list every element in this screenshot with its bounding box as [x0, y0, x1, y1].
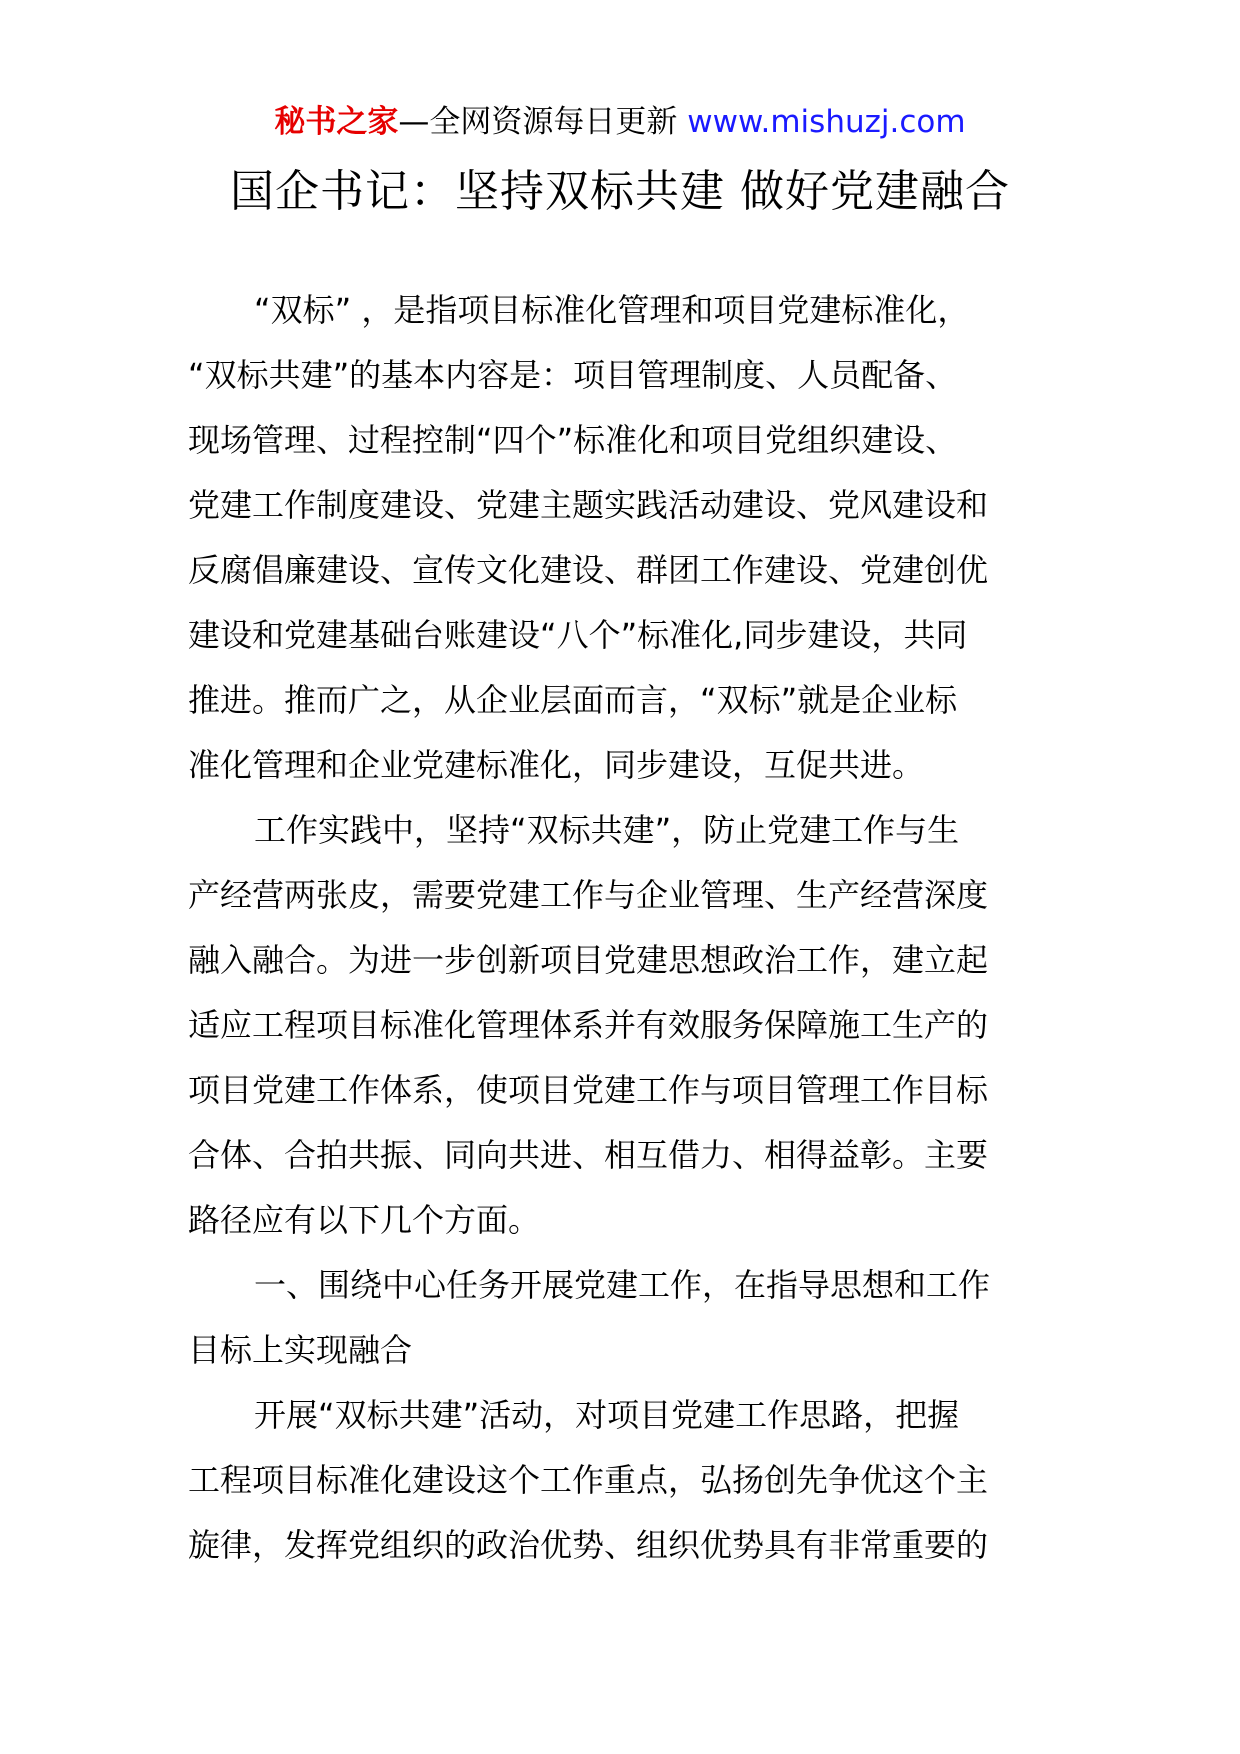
site-header	[0, 100, 1240, 144]
text-line: 推进。推而广之，从企业层面而言，“双标”就是企业标	[188, 681, 958, 719]
brand-name: 秘书之家	[274, 104, 399, 140]
text-line: 反腐倡廉建设、宣传文化建设、群团工作建设、党建创优	[188, 551, 989, 589]
text-line: 合体、合拍共振、同向共进、相互借力、相得益彰。主要	[188, 1136, 989, 1174]
text-line: 工作实践中，坚持“双标共建”，防止党建工作与生	[254, 811, 960, 849]
section-heading-line: 一、围绕中心任务开展党建工作，在指导思想和工作	[254, 1266, 991, 1304]
text-line: 路径应有以下几个方面。	[188, 1201, 541, 1239]
text-line: “双标共建”的基本内容是：项目管理制度、人员配备、	[188, 356, 958, 394]
section-heading-line: 目标上实现融合	[188, 1331, 413, 1369]
text-line: 准化管理和企业党建标准化，同步建设，互促共进。	[188, 746, 925, 784]
text-line: 工程项目标准化建设这个工作重点，弘扬创先争优这个主	[188, 1461, 989, 1499]
text-line: 开展“双标共建”活动，对项目党建工作思路，把握	[254, 1396, 960, 1434]
text-line: 产经营两张皮，需要党建工作与企业管理、生产经营深度	[188, 876, 989, 914]
text-line: 适应工程项目标准化管理体系并有效服务保障施工生产的	[188, 1006, 989, 1044]
text-line: 现场管理、过程控制“四个”标准化和项目党组织建设、	[188, 421, 958, 459]
text-line: 建设和党建基础台账建设“八个”标准化,同步建设，共同	[188, 616, 968, 654]
article-body	[188, 290, 1054, 1590]
text-line: 党建工作制度建设、党建主题实践活动建设、党风建设和	[188, 486, 989, 524]
page-title: 国企书记：坚持双标共建 做好党建融合	[230, 166, 1010, 217]
site-url-link[interactable]: www.mishuzj.com	[687, 104, 966, 140]
header-slogan: —全网资源每日更新	[398, 104, 688, 140]
text-line: 旋律，发挥党组织的政治优势、组织优势具有非常重要的	[188, 1526, 989, 1564]
text-line: “双标” ，是指项目标准化管理和项目党建标准化，	[254, 291, 970, 329]
text-line: 项目党建工作体系，使项目党建工作与项目管理工作目标	[188, 1071, 989, 1109]
text-line: 融入融合。为进一步创新项目党建思想政治工作，建立起	[188, 941, 989, 979]
